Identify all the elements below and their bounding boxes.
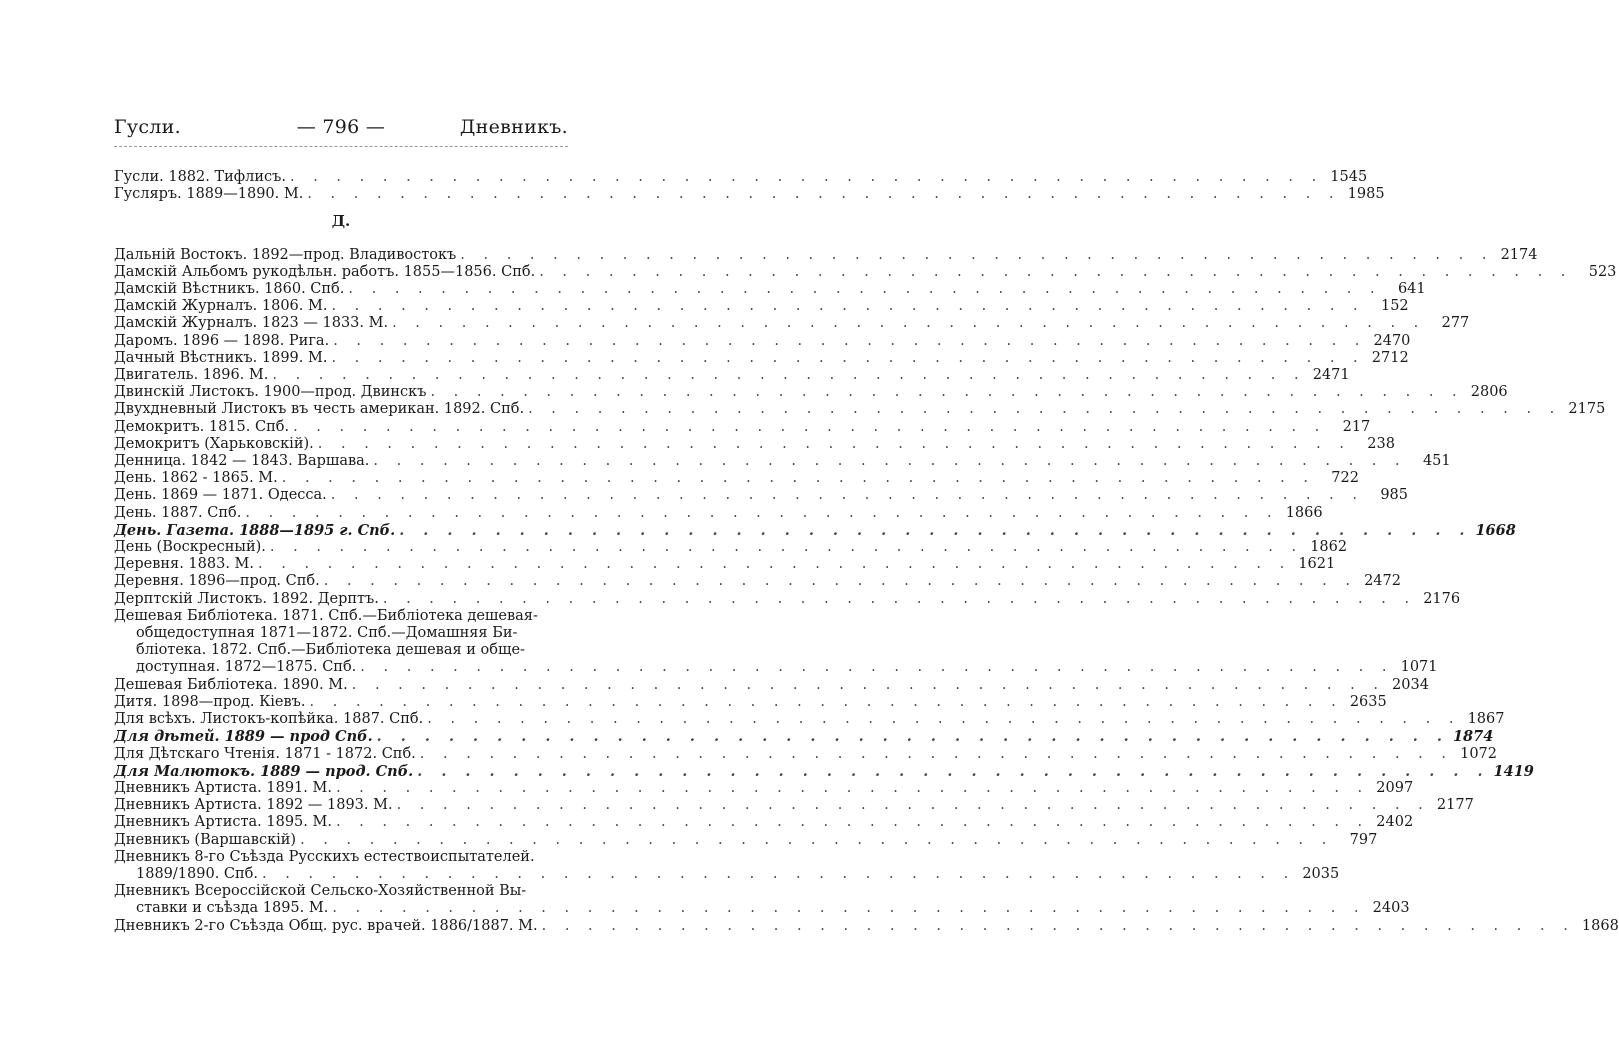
dot-leader: . . . . . . . . . . . . . . . . . . . . . . . . . . . . . . . . . . . . . . . . . . . . . xyxy=(333,332,1367,349)
entry-title: День (Воскресный). xyxy=(114,539,266,556)
entry-title: Двинскій Листокъ. 1900—прод. Двинскъ xyxy=(114,384,427,401)
dot-leader: . . . . . . . . . . . . . . . . . . . . . . . . . . . . . . . . . . . . . . . . . . . . . xyxy=(399,521,1472,539)
entry-title: Дамскій Журналъ. 1823 — 1833. М. xyxy=(114,315,389,332)
entry-number: 2806 xyxy=(1470,384,1508,401)
entry-number: 152 xyxy=(1380,298,1409,315)
entry-title: Даромъ. 1896 — 1898. Рига. xyxy=(114,332,330,349)
dot-leader: . . . . . . . . . . . . . . . . . . . . . . . . . . . . . . . . . . . . . . . . . . . . . xyxy=(335,814,1370,831)
dot-leader: . . . . . . . . . . . . . . . . . . . . . . . . . . . . . . . . . . . . . . . . . . . . . xyxy=(331,298,1365,315)
dot-leader: . . . . . . . . . . . . . . . . . . . . . . . . . . . . . . . . . . . . . . . . . . . . . xyxy=(460,246,1494,263)
header-rule xyxy=(114,146,568,147)
index-entry xyxy=(114,797,1474,814)
entry-title: Дневникъ Артиста. 1892 — 1893. М. xyxy=(114,797,393,814)
dot-leader: . . . . . . . . . . . . . . . . . . . . . . . . . . . . . . . . . . . . . . . . . . . . . xyxy=(323,573,1357,590)
entry-number: 641 xyxy=(1397,281,1426,298)
entry-title: Деревня. 1883. М. xyxy=(114,556,255,573)
entry-title: День. 1862 - 1865. М. xyxy=(114,470,278,487)
index-entry xyxy=(114,332,1411,350)
entry-title: Гусляръ. 1889—1890. М. xyxy=(114,186,304,203)
dot-leader: . . . . . . . . . . . . . . . . . . . . . . . . . . . . . . . . . . . . . . . . . . . . . xyxy=(541,917,1575,934)
index-entries xyxy=(114,169,1619,935)
index-entry xyxy=(114,676,1429,694)
index-entry xyxy=(114,573,1401,590)
page-number: — 796 — xyxy=(296,116,386,138)
entry-number: 523 xyxy=(1588,263,1617,280)
entry-number: 1862 xyxy=(1310,539,1348,556)
dot-leader: . . . . . . . . . . . . . . . . . . . . . . . . . . . . . . . . . . . . . . . . . . . . . xyxy=(417,762,1490,780)
entry-number: 217 xyxy=(1342,418,1371,435)
entry-title: Дешевая Библіотека. 1890. М. xyxy=(114,676,348,693)
index-entry xyxy=(114,728,1494,746)
index-entry xyxy=(114,246,1538,264)
entry-number: 2403 xyxy=(1372,900,1410,917)
entry-continuation: бліотека. 1872. Спб.—Библіотека дешевая и обще- xyxy=(136,642,525,659)
entry-title: Дневникъ (Варшавскій) xyxy=(114,831,297,848)
entry-continuation xyxy=(114,865,1340,883)
index-entry xyxy=(114,349,1409,367)
entry-continuation xyxy=(114,900,1410,917)
entry-title: Деревня. 1896—прод. Спб. xyxy=(114,573,320,590)
entry-number: 1668 xyxy=(1475,521,1516,539)
index-entry xyxy=(114,401,1606,418)
entry-continuation: общедоступная 1871—1872. Спб.—Домашняя Би- xyxy=(136,625,518,642)
entry-number: 2097 xyxy=(1376,779,1414,796)
dot-leader: . . . . . . . . . . . . . . . . . . . . . . . . . . . . . . . . . . . . . . . . . . . . . xyxy=(360,659,1394,676)
entry-number: 1545 xyxy=(1330,169,1368,185)
dot-leader: . . . . . . . . . . . . . . . . . . . . . . . . . . . . . . . . . . . . . . . . . . . . . xyxy=(419,745,1454,762)
entry-title: Дневникъ 2-го Съѣзда Общ. рус. врачей. 1886/1887. М. xyxy=(114,917,538,934)
entry-number: 2035 xyxy=(1302,865,1340,882)
index-entry xyxy=(114,539,1348,556)
index-entry xyxy=(114,384,1508,401)
index-entry xyxy=(114,281,1426,298)
entry-number: 797 xyxy=(1349,831,1378,848)
dot-leader: . . . . . . . . . . . . . . . . . . . . . . . . . . . . . . . . . . . . . . . . . . . . . xyxy=(300,831,1334,848)
dot-leader: . . . . . . . . . . . . . . . . . . . . . . . . . . . . . . . . . . . . . . . . . . . . . xyxy=(293,418,1327,435)
entry-number: 238 xyxy=(1367,435,1395,452)
entry-title: Дневникъ Артиста. 1891. М. xyxy=(114,779,332,796)
entry-number: 1874 xyxy=(1452,728,1494,746)
entry-number: 985 xyxy=(1380,487,1408,504)
index-entry xyxy=(114,762,1534,780)
index-entry xyxy=(114,917,1619,935)
entry-number: 2177 xyxy=(1436,797,1474,814)
index-entry xyxy=(114,831,1378,849)
entry-title: доступная. 1872—1875. Спб. xyxy=(136,659,357,676)
entry-number: 2470 xyxy=(1373,332,1411,349)
entry-title: Демокритъ. 1815. Спб. xyxy=(114,418,290,435)
dot-leader: . . . . . . . . . . . . . . . . . . . . . . . . . . . . . . . . . . . . . . . . . . . . . xyxy=(335,779,1370,796)
entry-number: 1071 xyxy=(1400,659,1438,676)
index-entry xyxy=(114,590,1461,608)
entry-title: День. 1887. Спб. xyxy=(114,504,242,521)
entry-number: 1868 xyxy=(1581,917,1619,934)
dot-leader: . . . . . . . . . . . . . . . . . . . . . . . . . . . . . . . . . . . . . . . . . . . . . xyxy=(332,900,1366,917)
index-entry xyxy=(114,315,1470,332)
entry-title: Дальній Востокъ. 1892—прод. Владивостокъ xyxy=(114,246,457,263)
dot-leader: . . . . . . . . . . . . . . . . . . . . . . . . . . . . . . . . . . . . . . . . . . . . . xyxy=(427,711,1461,728)
entry-title: Для Малютокъ. 1889 — прод. Спб. xyxy=(114,762,414,780)
dot-leader: . . . . . . . . . . . . . . . . . . . . . . . . . . . . . . . . . . . . . . . . . . . . . xyxy=(258,556,1292,573)
entry-number: 1419 xyxy=(1493,762,1534,780)
entry-title: Дерптскій Листокъ. 1892. Дерптъ. xyxy=(114,590,379,607)
index-entry xyxy=(114,169,1368,186)
entry-title: День. Газета. 1888—1895 г. Спб. xyxy=(114,521,396,539)
header-right-catchword: Дневникъ. xyxy=(459,116,568,138)
dot-leader: . . . . . . . . . . . . . . . . . . . . . . . . . . . . . . . . . . . . . . . . . . . . . xyxy=(396,797,1430,814)
index-entry xyxy=(114,470,1359,487)
dot-leader: . . . . . . . . . . . . . . . . . . . . . . . . . . . . . . . . . . . . . . . . . . . . . xyxy=(382,590,1417,607)
index-entry xyxy=(114,418,1371,436)
entry-title: ставки и съѣзда 1895. М. xyxy=(136,900,329,917)
entry-title: Для всѣхъ. Листокъ-копѣйка. 1887. Спб. xyxy=(114,711,424,728)
entry-number: 2472 xyxy=(1364,573,1401,590)
dot-leader: . . . . . . . . . . . . . . . . . . . . . . . . . . . . . . . . . . . . . . . . . . . . . xyxy=(309,693,1343,710)
entry-title: Дневникъ Артиста. 1895. М. xyxy=(114,814,332,831)
entry-title: Гусли. 1882. Тифлисъ. xyxy=(114,169,286,185)
index-entry xyxy=(114,367,1350,384)
entry-title: Двухдневный Листокъ въ честь американ. 1892. Спб. xyxy=(114,401,525,418)
index-entry: Дешевая Библіотека. 1871. Спб.—Библіотека дешевая- xyxy=(114,607,538,624)
dot-leader: . . . . . . . . . . . . . . . . . . . . . . . . . . . . . . . . . . . . . . . . . . . . . xyxy=(351,676,1385,693)
dot-leader: . . . . . . . . . . . . . . . . . . . . . . . . . . . . . . . . . . . . . . . . . . . . . xyxy=(307,186,1341,203)
dot-leader: . . . . . . . . . . . . . . . . . . . . . . . . . . . . . . . . . . . . . . . . . . . . . xyxy=(245,504,1279,521)
entry-number: 1985 xyxy=(1347,186,1385,203)
index-entry xyxy=(114,556,1336,573)
index-entry xyxy=(114,711,1505,728)
index-entry xyxy=(114,487,1408,504)
dot-leader: . . . . . . . . . . . . . . . . . . . . . . . . . . . . . . . . . . . . . . . . . . . . . xyxy=(376,728,1449,746)
index-entry xyxy=(114,435,1395,453)
entry-title: Денница. 1842 — 1843. Варшава. xyxy=(114,453,370,470)
entry-number: 2402 xyxy=(1376,814,1414,831)
entry-number: 2471 xyxy=(1312,367,1350,384)
entry-number: 2635 xyxy=(1349,693,1387,710)
running-header xyxy=(114,116,568,144)
index-entry xyxy=(114,814,1414,831)
entry-number: 2174 xyxy=(1500,246,1538,263)
entry-title: День. 1869 — 1871. Одесса. xyxy=(114,487,327,504)
entry-number: 2175 xyxy=(1568,401,1606,418)
entry-title: Дитя. 1898—прод. Кіевъ. xyxy=(114,693,306,710)
entry-number: 1867 xyxy=(1467,711,1505,728)
entry-number: 2034 xyxy=(1392,676,1429,693)
entry-number: 722 xyxy=(1331,470,1359,487)
entry-continuation xyxy=(114,659,1438,676)
entry-title: Для дѣтей. 1889 — прод Спб. xyxy=(114,728,373,746)
dot-leader: . . . . . . . . . . . . . . . . . . . . . . . . . . . . . . . . . . . . . . . . . . . . . xyxy=(539,263,1573,280)
dot-leader: . . . . . . . . . . . . . . . . . . . . . . . . . . . . . . . . . . . . . . . . . . . . . xyxy=(272,367,1306,384)
entry-title: Дамскій Альбомъ рукодѣльн. работъ. 1855—1856. Спб. xyxy=(114,263,536,280)
entry-number: 1072 xyxy=(1460,745,1498,762)
index-entry xyxy=(114,453,1451,470)
entry-number: 1621 xyxy=(1298,556,1336,573)
dot-leader: . . . . . . . . . . . . . . . . . . . . . . . . . . . . . . . . . . . . . . . . . . . . . xyxy=(430,384,1464,401)
index-entry xyxy=(114,298,1409,315)
dot-leader: . . . . . . . . . . . . . . . . . . . . . . . . . . . . . . . . . . . . . . . . . . . . . xyxy=(348,281,1382,298)
index-entry xyxy=(114,693,1387,711)
entry-number: 1866 xyxy=(1285,504,1323,521)
index-entry: Дневникъ Всероссійской Сельско-Хозяйственной Вы- xyxy=(114,883,527,900)
dot-leader: . . . . . . . . . . . . . . . . . . . . . . . . . . . . . . . . . . . . . . . . . . . . . xyxy=(289,169,1324,185)
index-entry: Дневникъ 8-го Съѣзда Русскихъ естествоиспытателей. xyxy=(114,848,535,865)
header-left-catchword: Гусли. xyxy=(114,116,181,138)
dot-leader: . . . . . . . . . . . . . . . . . . . . . . . . . . . . . . . . . . . . . . . . . . . . . xyxy=(373,453,1407,470)
index-entry xyxy=(114,745,1498,763)
dot-leader: . . . . . . . . . . . . . . . . . . . . . . . . . . . . . . . . . . . . . . . . . . . . . xyxy=(392,315,1426,332)
entry-number: 2176 xyxy=(1423,590,1461,607)
dot-leader: . . . . . . . . . . . . . . . . . . . . . . . . . . . . . . . . . . . . . . . . . . . . . xyxy=(281,470,1315,487)
index-entry xyxy=(114,263,1617,281)
dot-leader: . . . . . . . . . . . . . . . . . . . . . . . . . . . . . . . . . . . . . . . . . . . . . xyxy=(269,539,1304,556)
entry-title: Дамскій Журналъ. 1806. М. xyxy=(114,298,328,315)
entry-number: 277 xyxy=(1441,315,1470,332)
index-entry xyxy=(114,186,1385,203)
dot-leader: . . . . . . . . . . . . . . . . . . . . . . . . . . . . . . . . . . . . . . . . . . . . . xyxy=(262,865,1296,882)
entry-title: Для Дѣтскаго Чтенія. 1871 - 1872. Спб. xyxy=(114,745,416,762)
dot-leader: . . . . . . . . . . . . . . . . . . . . . . . . . . . . . . . . . . . . . . . . . . . . . xyxy=(317,435,1351,452)
dot-leader: . . . . . . . . . . . . . . . . . . . . . . . . . . . . . . . . . . . . . . . . . . . . . xyxy=(528,401,1562,418)
dot-leader: . . . . . . . . . . . . . . . . . . . . . . . . . . . . . . . . . . . . . . . . . . . . . xyxy=(330,487,1364,504)
entry-title: Двигатель. 1896. М. xyxy=(114,367,269,384)
entry-title: Дачный Вѣстникъ. 1899. М. xyxy=(114,349,328,366)
entry-title: Демокритъ (Харьковскій). xyxy=(114,435,314,452)
section-letter: Д. xyxy=(331,212,351,231)
index-entry xyxy=(114,779,1414,797)
entry-title: 1889/1890. Спб. xyxy=(136,865,259,882)
entry-number: 2712 xyxy=(1371,349,1409,366)
index-entry xyxy=(114,521,1516,539)
entry-number: 451 xyxy=(1422,453,1451,470)
dot-leader: . . . . . . . . . . . . . . . . . . . . . . . . . . . . . . . . . . . . . . . . . . . . . xyxy=(331,349,1365,366)
index-entry xyxy=(114,504,1323,522)
entry-title: Дамскій Вѣстникъ. 1860. Спб. xyxy=(114,281,345,298)
